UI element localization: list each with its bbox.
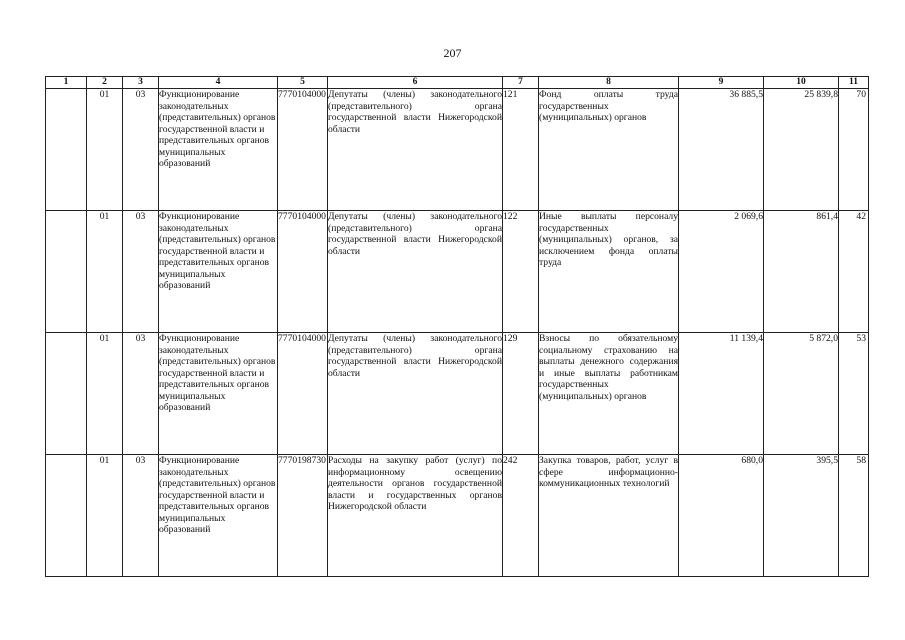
- expense-type-name: Взносы по обязательному социальному страхованию на выплаты денежного содержания и иные выплаты работникам государственных (муниципальных) органов: [539, 333, 679, 455]
- planned-amount: 680,0: [679, 455, 764, 577]
- executed-amount: 25 839,8: [764, 89, 839, 211]
- executed-amount: 861,4: [764, 211, 839, 333]
- col-header: 10: [764, 77, 839, 89]
- col-header: 11: [839, 77, 869, 89]
- blank-cell: [46, 89, 87, 211]
- table-row: [46, 89, 869, 211]
- blank-cell: [46, 211, 87, 333]
- executed-amount: 395,5: [764, 455, 839, 577]
- section-name: Функционирование законодательных (представительных) органов государственной власти и представительных органов муниципальных образований: [159, 211, 278, 333]
- section-name: Функционирование законодательных (представительных) органов государственной власти и представительных органов муниципальных образований: [159, 455, 278, 577]
- expense-type-code: 129: [503, 333, 539, 455]
- execution-percent: 53: [839, 333, 869, 455]
- target-article-name: Депутаты (члены) законодательного (представительного) органа государственной власти Нижегородской области: [328, 333, 503, 455]
- subsection-code: 03: [123, 455, 159, 577]
- section-code: 01: [87, 89, 123, 211]
- target-article-code: 7770104000: [278, 333, 328, 455]
- col-header: 3: [123, 77, 159, 89]
- subsection-code: 03: [123, 89, 159, 211]
- target-article-code: 7770104000: [278, 89, 328, 211]
- col-header: 5: [278, 77, 328, 89]
- section-name: Функционирование законодательных (представительных) органов государственной власти и представительных органов муниципальных образований: [159, 333, 278, 455]
- section-code: 01: [87, 211, 123, 333]
- table-row: [46, 333, 869, 455]
- col-header: 2: [87, 77, 123, 89]
- execution-percent: 58: [839, 455, 869, 577]
- section-code: 01: [87, 333, 123, 455]
- subsection-code: 03: [123, 211, 159, 333]
- blank-cell: [46, 455, 87, 577]
- expense-type-name: Закупка товаров, работ, услуг в сфере информационно-коммуникационных технологий: [539, 455, 679, 577]
- target-article-code: 7770198730: [278, 455, 328, 577]
- table-row: [46, 211, 869, 333]
- col-header: 1: [46, 77, 87, 89]
- col-header: 9: [679, 77, 764, 89]
- table-row: [46, 455, 869, 577]
- blank-cell: [46, 333, 87, 455]
- planned-amount: 11 139,4: [679, 333, 764, 455]
- page-number: 207: [443, 46, 462, 60]
- expense-type-name: Иные выплаты персоналу государственных (муниципальных) органов, за исключением фонда оплаты труда: [539, 211, 679, 333]
- expense-type-name: Фонд оплаты труда государственных (муниципальных) органов: [539, 89, 679, 211]
- expense-type-code: 242: [503, 455, 539, 577]
- expense-type-code: 122: [503, 211, 539, 333]
- subsection-code: 03: [123, 333, 159, 455]
- col-header: 6: [328, 77, 503, 89]
- execution-percent: 70: [839, 89, 869, 211]
- header-row: [46, 77, 869, 89]
- target-article-name: Депутаты (члены) законодательного (представительного) органа государственной власти Нижегородской области: [328, 211, 503, 333]
- col-header: 4: [159, 77, 278, 89]
- executed-amount: 5 872,0: [764, 333, 839, 455]
- section-name: Функционирование законодательных (представительных) органов государственной власти и представительных органов муниципальных образований: [159, 89, 278, 211]
- planned-amount: 2 069,6: [679, 211, 764, 333]
- execution-percent: 42: [839, 211, 869, 333]
- target-article-code: 7770104000: [278, 211, 328, 333]
- col-header: 7: [503, 77, 539, 89]
- target-article-name: Расходы на закупку работ (услуг) по информационному освещению деятельности органов государственной власти и государственных органов Нижегородской области: [328, 455, 503, 577]
- target-article-name: Депутаты (члены) законодательного (представительного) органа государственной власти Нижегородской области: [328, 89, 503, 211]
- budget-table: [45, 76, 869, 577]
- planned-amount: 36 885,5: [679, 89, 764, 211]
- expense-type-code: 121: [503, 89, 539, 211]
- col-header: 8: [539, 77, 679, 89]
- section-code: 01: [87, 455, 123, 577]
